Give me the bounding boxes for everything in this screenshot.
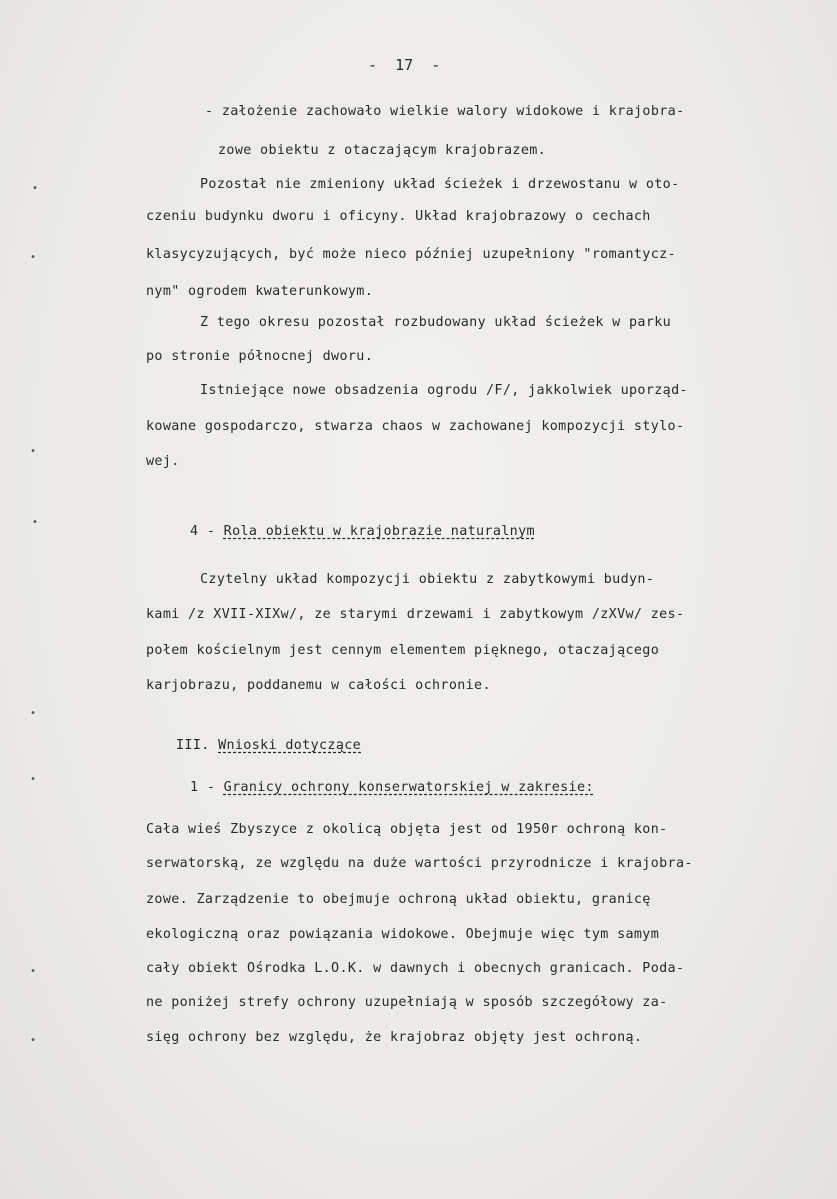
chapter-number: III. xyxy=(176,738,219,753)
page-number: - 17 - xyxy=(368,56,441,74)
text-line: sięg ochrony bez względu, że krajobraz objęty jest ochroną. xyxy=(146,1030,643,1045)
chapter-title: Wnioski dotyczące xyxy=(218,738,362,753)
text-line: czeniu budynku dworu i oficyny. Układ krajobrazowy o cechach xyxy=(146,209,651,224)
text-line: ne poniżej strefy ochrony uzupełniają w sposób szczegółowy za- xyxy=(146,995,668,1010)
text-line: Pozostał nie zmieniony układ ścieżek i drzewostanu w oto- xyxy=(200,177,680,192)
text-line: - założenie zachowało wielkie walory widokowe i krajobra- xyxy=(205,104,685,119)
text-line: zowe. Zarządzenie to obejmuje ochroną układ obiektu, granicę xyxy=(146,892,651,907)
text-line: połem kościelnym jest cennym elementem pięknego, otaczającego xyxy=(146,643,660,658)
text-line: Z tego okresu pozostał rozbudowany układ ścieżek w parku xyxy=(200,315,672,330)
text-line: Istniejące nowe obsadzenia ogrodu /F/, jakkolwiek uporząd- xyxy=(200,383,688,398)
scan-speck: • xyxy=(32,517,39,528)
text-line: cały obiekt Ośrodka L.O.K. w dawnych i obecnych granicach. Poda- xyxy=(146,961,685,976)
section-heading xyxy=(190,524,535,540)
scan-speck: • xyxy=(32,183,39,194)
text-line: wej. xyxy=(146,454,180,469)
chapter-heading xyxy=(176,738,361,754)
text-line: zowe obiektu z otaczającym krajobrazem. xyxy=(218,143,547,158)
text-line: Czytelny układ kompozycji obiektu z zabytkowymi budyn- xyxy=(200,572,655,587)
text-line: klasycyzujących, być może nieco później uzupełniony "romantycz- xyxy=(146,247,676,262)
scan-speck: • xyxy=(30,966,37,977)
subsection-title: Granicy ochrony konserwatorskiej w zakresie: xyxy=(223,780,594,795)
scan-speck: • xyxy=(30,774,37,785)
text-line: po stronie północnej dworu. xyxy=(146,349,374,364)
subsection-number: 1 - xyxy=(190,780,224,795)
text-line: serwatorską, ze względu na duże wartości przyrodnicze i krajobra- xyxy=(146,856,693,871)
text-line: nym" ogrodem kwaterunkowym. xyxy=(146,284,374,299)
text-line: kami /z XVII-XIXw/, ze starymi drzewami i zabytkowym /zXVw/ zes- xyxy=(146,607,685,622)
scan-speck: • xyxy=(30,1035,37,1046)
text-line: karjobrazu, poddanemu w całości ochronie. xyxy=(146,678,491,693)
scan-speck: • xyxy=(30,708,37,719)
text-line: Cała wieś Zbyszyce z okolicą objęta jest od 1950r ochroną kon- xyxy=(146,822,668,837)
subsection-heading xyxy=(190,780,594,796)
scan-speck: • xyxy=(30,252,37,263)
text-line: ekologiczną oraz powiązania widokowe. Obejmuje więc tym samym xyxy=(146,927,660,942)
section-title: Rola obiektu w krajobrazie naturalnym xyxy=(223,524,535,539)
scan-speck: • xyxy=(30,446,37,457)
text-line: kowane gospodarczo, stwarza chaos w zachowanej kompozycji stylo- xyxy=(146,419,685,434)
section-number: 4 - xyxy=(190,524,224,539)
